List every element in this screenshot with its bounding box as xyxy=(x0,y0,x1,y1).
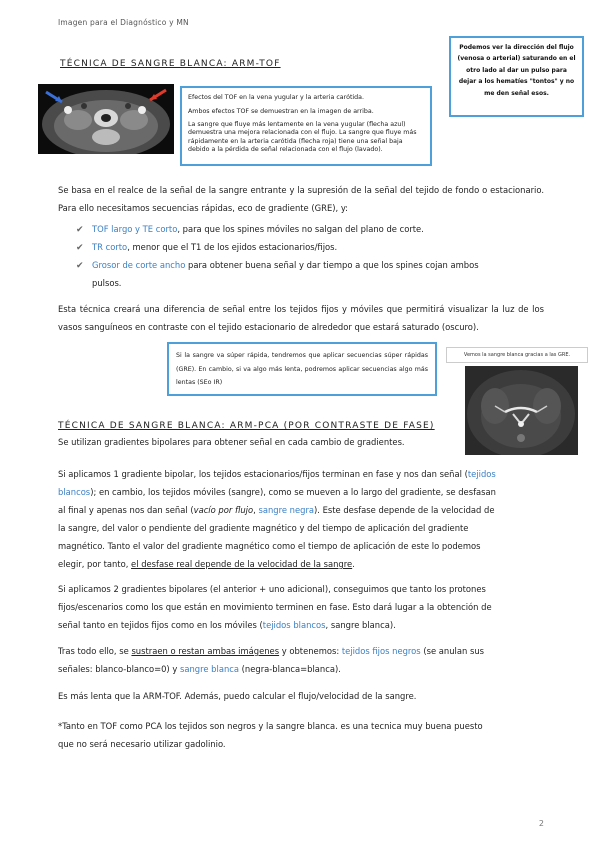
tof-caption-box xyxy=(180,86,432,166)
text-line: fijos/escenarios como los que están en movimiento terminen en fase. Esto dará lugar a la obtención de xyxy=(58,602,492,612)
section2-title: TÉCNICA DE SANGRE BLANCA: ARM-PCA (POR CONTRASTE DE FASE) xyxy=(58,421,435,431)
section2-footnote xyxy=(58,717,548,753)
section1-title: TÉCNICA DE SANGRE BLANCA: ARM-TOF xyxy=(60,59,281,69)
caption-line-2: Ambos efectos TOF se demuestran en la imagen de arriba. xyxy=(188,108,374,115)
section1-intro: Se basa en el realce de la señal de la sangre entrante y la supresión de la señal del tejido de fondo o estacionario. Para ello necesitamos secuencias rápidas, eco de gradiente (GRE), y: xyxy=(58,185,544,213)
section2-paragraph1 xyxy=(58,465,548,573)
direction-note-box xyxy=(449,36,584,117)
text-span: (negra-blanca=blanca). xyxy=(239,664,341,674)
highlight-span: blancos xyxy=(58,487,91,497)
section2-paragraph2 xyxy=(58,580,548,634)
text-span: ). Este desfase depende de la velocidad de xyxy=(314,505,495,515)
neck-tof-mri-image xyxy=(38,84,174,154)
section1-paragraph2: Esta técnica creará una diferencia de señal entre los tejidos fijos y móviles que permitirá visualizar la luz de los vasos sanguíneos en contraste con el tejido estacionario de alrededor que estará saturado (oscuro). xyxy=(58,304,544,332)
page-number: 2 xyxy=(538,819,544,828)
underlined-span: el desfase real depende de la velocidad de la sangre xyxy=(131,559,353,569)
highlight-span: tejidos blancos xyxy=(262,620,326,630)
highlight-span: sangre negra xyxy=(258,505,315,515)
text-span: (se anulan sus xyxy=(420,646,484,656)
bullet-text: , menor que el T1 de los ejidos estacionarios/fijos. xyxy=(127,242,338,252)
bullet-highlight: Grosor de corte ancho xyxy=(92,260,186,270)
bullet-text: , para que los spines móviles no salgan del plano de corte. xyxy=(177,224,424,234)
checkmark-icon: ✔ xyxy=(76,225,84,235)
text-span: Si aplicamos 1 gradiente bipolar, los tejidos estacionarios/fijos terminan en fase y nos dan señal ( xyxy=(58,469,468,479)
text-line: magnético. Tanto el valor del gradiente magnético como el tiempo de aplicación de este lo podemos xyxy=(58,541,481,551)
bullet-highlight: TR corto xyxy=(92,242,128,252)
checkmark-icon: ✔ xyxy=(76,261,84,271)
text-span: ); en cambio, los tejidos móviles (sangre), como se mueven a lo largo del gradiente, se desfasan xyxy=(90,487,496,497)
italic-span: vacío por flujo xyxy=(193,505,254,515)
text-span: , sangre blanca). xyxy=(325,620,396,630)
text-span: al final y apenas nos dan señal ( xyxy=(58,505,194,515)
text-span: . xyxy=(352,559,355,569)
text-line: que no será necesario utilizar gadolinio. xyxy=(58,739,226,749)
highlight-span: tejidos fijos negros xyxy=(341,646,421,656)
bullet-text: para obtener buena señal y dar tiempo a que los spines cojan ambos xyxy=(185,260,479,270)
highlight-span: tejidos xyxy=(467,469,496,479)
checkmark-icon: ✔ xyxy=(76,243,84,253)
text-span: , xyxy=(253,505,259,515)
fast-blood-note-box xyxy=(167,342,437,396)
text-span: Tras todo ello, se xyxy=(58,646,132,656)
text-span: señales: blanco-blanco=0) y xyxy=(58,664,180,674)
bullet-continuation: pulsos. xyxy=(92,278,122,288)
bullet-item xyxy=(76,222,424,238)
text-span: señal tanto en tejidos fijos como en los móviles ( xyxy=(58,620,263,630)
bullet-highlight: TOF largo y TE corto xyxy=(92,224,178,234)
highlight-span: sangre blanca xyxy=(179,664,239,674)
text-span: y obtenemos: xyxy=(279,646,342,656)
section2-paragraph4: Es más lenta que la ARM-TOF. Además, puedo calcular el flujo/velocidad de la sangre. xyxy=(58,691,417,701)
direction-note-text: Podemos ver la dirección del flujo (venosa o arterial) saturando en el otro lado al dar un pulso para dejar a los hematíes "tontos" y no me den señal esos. xyxy=(457,44,576,97)
section2-paragraph3 xyxy=(58,642,548,678)
fast-blood-note-text: Si la sangre va súper rápida, tendremos que aplicar secuencias súper rápidas (GRE). En cambio, si va algo más lenta, podremos aplicar secuencias algo más lentas (SEo IR) xyxy=(176,352,428,386)
text-line: *Tanto en TOF como PCA los tejidos son negros y la sangre blanca. es una tecnica muy buena puesto xyxy=(58,721,483,731)
header-title: Imagen para el Diagnóstico y MN xyxy=(58,18,189,27)
bullet-item xyxy=(76,240,337,256)
text-line: Si aplicamos 2 gradientes bipolares (el anterior + uno adicional), conseguimos que tanto los protones xyxy=(58,584,486,594)
caption-line-3: La sangre que fluye más lentamente en la vena yugular (flecha azul) demuestra una mejora relacionada con el flujo. La sangre que fluye más rápidamente en la arteria carótida (flecha roja) tiene una señal baja debido a la pérdida de señal relacionada con el flujo (lavado). xyxy=(188,121,417,154)
gre-image-label: Vemos la sangre blanca gracias a las GRE. xyxy=(446,347,588,363)
section2-intro: Se utilizan gradientes bipolares para obtener señal en cada cambio de gradientes. xyxy=(58,437,405,447)
text-span: elegir, por tanto, xyxy=(58,559,132,569)
bullet-item xyxy=(76,258,546,274)
underlined-span: sustraen o restan ambas imágenes xyxy=(131,646,280,656)
text-line: la sangre, del valor o pendiente del gradiente magnético y del tiempo de aplicación del gradiente xyxy=(58,523,469,533)
caption-line-1: Efectos del TOF en la vena yugular y la arteria carótida. xyxy=(188,94,365,101)
